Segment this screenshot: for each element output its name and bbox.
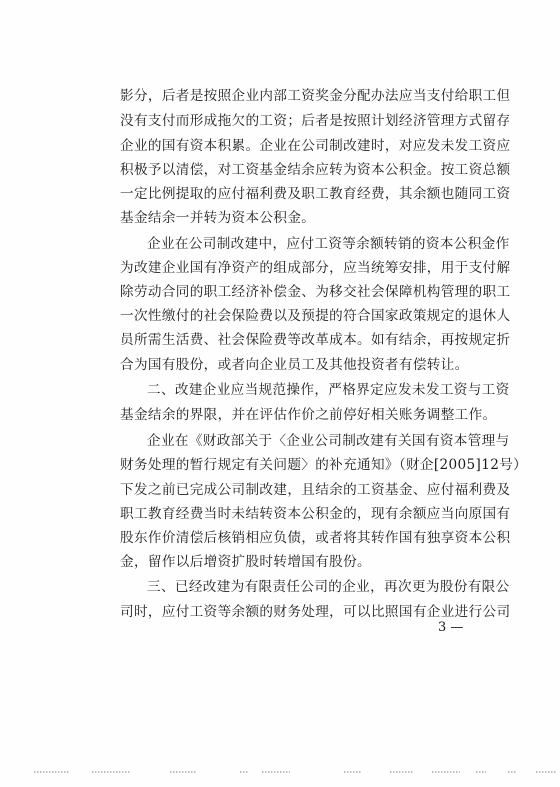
text-line: 企业的国有资本积累。企业在公司制改建时，对应发未发工资应 <box>120 138 511 154</box>
section-heading-line: 二、改建企业应当规范操作，严格界定应发未发工资与工资 <box>147 382 510 398</box>
text-line: 合为国有股份，或者向企业员工及其他投资者有偿转让。 <box>120 357 469 373</box>
paragraph-start-line: 企业在《财政部关于〈企业公司制改建有关国有资本管理与 <box>147 433 510 449</box>
text-line: 员所需生活费、社会保险费等改革成本。如有结余，再按规定折 <box>120 332 511 348</box>
text-line: 基金结余的界限，并在评估作价之前停好相关账务调整工作。 <box>120 407 497 423</box>
text-line: 没有支付而形成拖欠的工资；后者是按照计划经济管理方式留存 <box>120 113 511 129</box>
text-line: 财务处理的暂行规定有关问题〉的补充通知》（财企[2005]12号） <box>120 457 528 473</box>
text-line: 影分，后者是按照企业内部工资奖金分配办法应当支付给职工但 <box>120 88 511 104</box>
text-line: 一定比例提取的应付福利费及职工教育经费，其余额也随同工资 <box>120 186 511 202</box>
section-heading-line: 三、已经改建为有限责任公司的企业，再次更为股份有限公 <box>147 579 510 595</box>
page-number: 3 — <box>438 620 464 635</box>
text-line: 积极予以清偿，对工资基金结余应转为资本公积金。按工资总额 <box>120 162 511 178</box>
text-line: 下发之前已完成公司制改建，且结余的工资基金、应付福利费及 <box>120 482 511 498</box>
text-line: 职工教育经费当时未结转资本公积金的，现有余额应当向原国有 <box>120 506 511 522</box>
paragraph-start-line: 企业在公司制改建中，应付工资等余额转销的资本公积金作 <box>147 236 510 252</box>
text-line: 除劳动合同的职工经济补偿金、为移交社会保障机构管理的职工 <box>120 284 511 300</box>
text-line: 一次性缴付的社会保险费以及预提的符合国家政策规定的退休人 <box>120 308 511 324</box>
scan-noise-border <box>0 762 560 782</box>
text-line: 基金结余一并转为资本公积金。 <box>120 210 316 226</box>
text-line: 为改建企业国有净资产的组成部分，应当统筹安排，用于支付解 <box>120 260 511 276</box>
text-line: 金，留作以后增资扩股时转增国有股份。 <box>120 554 371 570</box>
text-line: 司时，应付工资等余额的财务处理，可以比照国有企业进行公司 <box>120 604 511 620</box>
text-line: 股东作价清偿后核销相应负债，或者将其转作国有独享资本公积 <box>120 530 511 546</box>
